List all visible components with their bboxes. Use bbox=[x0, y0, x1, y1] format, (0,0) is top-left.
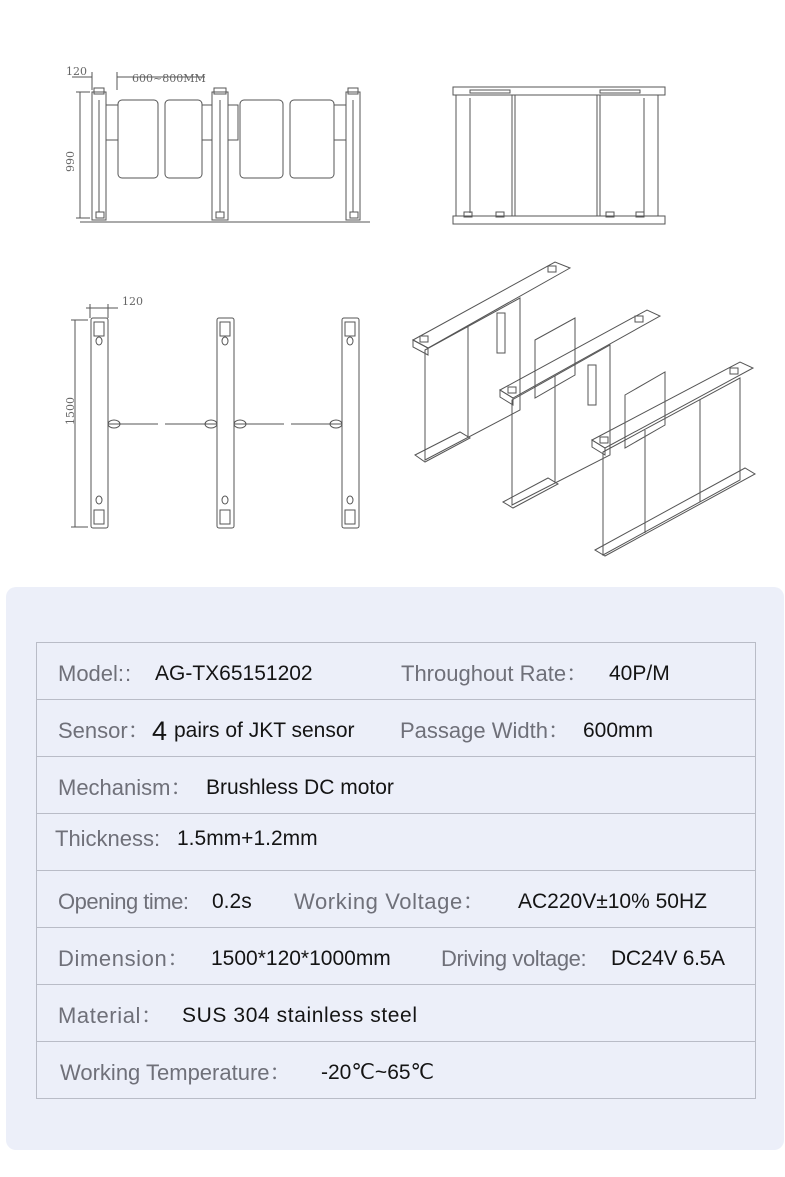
spec-label-2: Driving voltage: bbox=[441, 946, 587, 971]
spec-row-mechanism bbox=[36, 757, 756, 814]
spec-value-2: DC24V 6.5A bbox=[611, 947, 725, 970]
spec-value: Brushless DC motor bbox=[206, 776, 394, 799]
spec-value: 1500*120*1000mm bbox=[211, 947, 391, 970]
spec-label: Mechanism： bbox=[58, 775, 193, 800]
spec-label-2: Throughout Rate： bbox=[401, 661, 589, 686]
spec-value: pairs of JKT sensor bbox=[174, 719, 355, 742]
spec-row-sensor bbox=[36, 700, 756, 757]
spec-label: Dimension： bbox=[58, 946, 190, 971]
plan-dim-length: 1500 bbox=[64, 397, 77, 425]
spec-value: 1.5mm+1.2mm bbox=[177, 827, 318, 850]
spec-row-material bbox=[36, 985, 756, 1042]
spec-row-opening-time bbox=[36, 871, 756, 928]
spec-value-2: 40P/M bbox=[609, 662, 670, 685]
spec-row-thickness bbox=[36, 814, 756, 871]
spec-label-2: Working Voltage： bbox=[294, 889, 486, 914]
spec-label: Working Temperature： bbox=[60, 1060, 292, 1085]
spec-label-2: Passage Width： bbox=[400, 718, 570, 743]
iso-view-drawing bbox=[413, 262, 755, 556]
spec-label: Opening time: bbox=[58, 889, 189, 914]
plan-view-drawing bbox=[71, 304, 359, 528]
front-dim-height: 990 bbox=[64, 151, 77, 172]
spec-value: -20℃~65℃ bbox=[321, 1061, 435, 1084]
drawings-canvas bbox=[0, 0, 785, 580]
side-view-drawing bbox=[453, 87, 665, 224]
spec-row-dimension bbox=[36, 928, 756, 985]
front-dim-width: 600~800MM bbox=[132, 72, 206, 85]
spec-value-2: 600mm bbox=[583, 719, 654, 742]
spec-colon: : bbox=[125, 661, 132, 686]
front-dim-120: 120 bbox=[66, 65, 87, 78]
plan-dim-120: 120 bbox=[122, 295, 143, 308]
spec-row-temperature bbox=[36, 1042, 756, 1099]
spec-value: AG-TX65151202 bbox=[155, 662, 313, 685]
spec-label: Thickness: bbox=[55, 826, 161, 851]
spec-label: Material： bbox=[58, 1003, 164, 1028]
spec-value-2: AC220V±10% 50HZ bbox=[518, 890, 707, 913]
specification-table bbox=[36, 642, 756, 1099]
spec-label: Model: bbox=[58, 661, 125, 686]
spec-value-number: 4 bbox=[152, 716, 168, 746]
technical-drawings bbox=[0, 0, 785, 580]
front-view-drawing bbox=[72, 72, 370, 222]
spec-value: SUS 304 stainless steel bbox=[182, 1004, 418, 1027]
spec-value: 0.2s bbox=[212, 890, 252, 913]
spec-label: Sensor： bbox=[58, 718, 150, 743]
spec-row-model bbox=[36, 643, 756, 700]
